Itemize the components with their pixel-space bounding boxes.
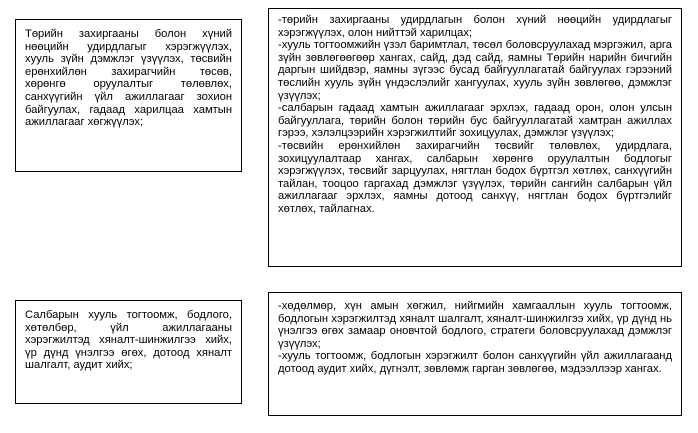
- duties-box-right-2: [268, 292, 682, 416]
- function-box-left-2: [15, 300, 242, 404]
- duties-text: -хөдөлмөр, хүн амын хөгжил, нийгмийн хамгааллын хууль тогтоомж, бодлогын хэрэгжилтэд хяналт шалгалт, хяналт-шинжилгээ хийх, үр дүнд нь үнэлгээ өгөх замаар оновчтой бодлого, стратеги боловсруулахад дэмжлэг үзүүлэх; -хууль тогтоомж, бодлогын хэрэгжилт болон санхүүгийн үйл ажиллагаанд дотоод аудит хийх, дүгнэлт, зөвлөмж гарган зөвлөгөө, мэдээллээр хангах.: [278, 300, 672, 375]
- function-box-left-1: [15, 19, 242, 172]
- duties-box-right-1: [268, 8, 682, 267]
- duties-text: -төрийн захиргааны удирдлагын болон хүний нөөцийн удирдлагыг хэрэгжүүлэх, олон нийттэй харилцах; -хууль тогтоомжийн үзэл баримтлал, төсөл боловсруулахад мэргэжил, арга зүйн зөвлөгөөгөөр хангах, сайд, дэд сайд, яамны Төрийн нарийн бичгийн даргын шийдвэр, яамны зүгээс бусад байгууллагатай байгуулах гэрээний төслийн хууль зүйн үндэслэлийг хангуулах, хууль зүйн зөвлөгөө, дэмжлэг үзүүлэх; -салбарын гадаад хамтын ажиллагааг эрхлэх, гадаад орон, олон улсын байгууллага, төрийн болон төрийн бус байгууллагатай хамтран ажиллах гэрээ, хэлэлцээрийн хэрэгжилтийг зохицуулах, дэмжлэг үзүүлэх; -төсвийн ерөнхийлөн захирагчийн төсвийг төлөвлөх, удирдлага, зохицуулалтаар хангах, салбарын хөрөнгө оруулалтын бодлогыг хэрэгжүүлэх, төсвийг зарцуулах, нягтлан бодох бүртгэл хөтлөх, санхүүгийн тайлан, тооцоо гаргахад дэмжлэг үзүүлэх, төрийн сангийн салбарын үйл ажиллагааг эрхлэх, яамны дотоод санхүү, нягтлан бодох бүртгэлийг хөтлөх, тайлагнах.: [278, 14, 672, 215]
- function-text: Салбарын хууль тогтоомж, бодлого, хөтөлбөр, үйл ажиллагааны хэрэгжилтэд хяналт-шинжилгээ хийх, үр дүнд үнэлгээ өгөх, дотоод хяналт шалгалт, аудит хийх;: [25, 309, 232, 372]
- function-text: Төрийн захиргааны болон хүний нөөцийн удирдлагыг хэрэгжүүлэх, хууль зүйн дэмжлэг үзүүлэх, төсвийн ерөнхийлөн захирагчийн төсөв, хөрөнгө оруулалтыг төлөвлөх, санхүүгийн үйл ажиллагааг зохион байгуулах, гадаад харилцаа хамтын ажиллагааг хөгжүүлэх;: [25, 28, 232, 129]
